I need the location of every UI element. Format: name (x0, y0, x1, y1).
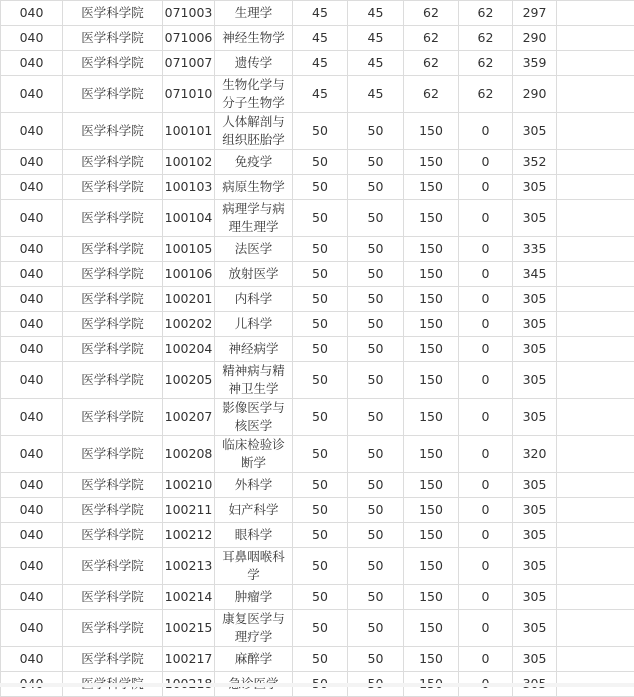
subject1-score-cell: 150 (404, 287, 459, 312)
politics-score-cell: 50 (293, 610, 348, 647)
subject1-score-cell: 150 (404, 337, 459, 362)
score-table-body (1, 1, 634, 697)
table-row (1, 436, 634, 473)
unit-code-cell: 040 (1, 287, 63, 312)
table-row (1, 287, 634, 312)
unit-name-cell: 医学科学院 (63, 647, 163, 672)
major-code-cell: 071007 (163, 51, 215, 76)
major-name-cell: 内科学 (215, 287, 293, 312)
unit-name-cell: 医学科学院 (63, 585, 163, 610)
unit-code-cell: 040 (1, 362, 63, 399)
total-score-cell: 305 (513, 113, 557, 150)
empty-cell (557, 436, 634, 473)
subject2-score-cell: 0 (459, 337, 513, 362)
subject1-score-cell: 150 (404, 237, 459, 262)
table-row (1, 200, 634, 237)
major-code-cell: 100207 (163, 399, 215, 436)
table-row (1, 26, 634, 51)
foreign-language-score-cell: 50 (348, 312, 404, 337)
politics-score-cell: 50 (293, 337, 348, 362)
empty-cell (557, 113, 634, 150)
unit-code-cell: 040 (1, 610, 63, 647)
foreign-language-score-cell: 45 (348, 1, 404, 26)
unit-name-cell: 医学科学院 (63, 436, 163, 473)
major-code-cell: 071006 (163, 26, 215, 51)
major-name-cell: 儿科学 (215, 312, 293, 337)
politics-score-cell: 45 (293, 26, 348, 51)
foreign-language-score-cell: 50 (348, 498, 404, 523)
politics-score-cell: 50 (293, 150, 348, 175)
foreign-language-score-cell: 50 (348, 287, 404, 312)
total-score-cell: 352 (513, 150, 557, 175)
empty-cell (557, 200, 634, 237)
empty-cell (557, 312, 634, 337)
total-score-cell: 359 (513, 51, 557, 76)
unit-code-cell: 040 (1, 436, 63, 473)
total-score-cell: 305 (513, 337, 557, 362)
empty-cell (557, 175, 634, 200)
subject2-score-cell: 0 (459, 585, 513, 610)
major-code-cell: 100215 (163, 610, 215, 647)
major-code-cell: 100105 (163, 237, 215, 262)
unit-name-cell: 医学科学院 (63, 523, 163, 548)
table-row (1, 473, 634, 498)
total-score-cell: 305 (513, 498, 557, 523)
politics-score-cell: 45 (293, 1, 348, 26)
foreign-language-score-cell: 50 (348, 548, 404, 585)
politics-score-cell: 50 (293, 312, 348, 337)
empty-cell (557, 523, 634, 548)
unit-name-cell: 医学科学院 (63, 287, 163, 312)
total-score-cell: 305 (513, 287, 557, 312)
major-name-cell: 外科学 (215, 473, 293, 498)
major-name-cell: 临床检验诊断学 (215, 436, 293, 473)
foreign-language-score-cell: 50 (348, 362, 404, 399)
subject1-score-cell: 150 (404, 523, 459, 548)
unit-code-cell: 040 (1, 312, 63, 337)
subject1-score-cell: 150 (404, 473, 459, 498)
major-code-cell: 100103 (163, 175, 215, 200)
major-code-cell: 100208 (163, 436, 215, 473)
subject2-score-cell: 0 (459, 647, 513, 672)
empty-cell (557, 362, 634, 399)
empty-cell (557, 647, 634, 672)
total-score-cell: 305 (513, 362, 557, 399)
unit-code-cell: 040 (1, 523, 63, 548)
unit-name-cell: 医学科学院 (63, 337, 163, 362)
unit-name-cell: 医学科学院 (63, 498, 163, 523)
politics-score-cell: 50 (293, 473, 348, 498)
total-score-cell: 305 (513, 175, 557, 200)
unit-name-cell: 医学科学院 (63, 237, 163, 262)
politics-score-cell: 50 (293, 548, 348, 585)
major-code-cell: 071003 (163, 1, 215, 26)
table-row (1, 76, 634, 113)
subject1-score-cell: 150 (404, 585, 459, 610)
unit-code-cell: 040 (1, 175, 63, 200)
major-name-cell: 康复医学与理疗学 (215, 610, 293, 647)
unit-name-cell: 医学科学院 (63, 262, 163, 287)
empty-cell (557, 26, 634, 51)
major-name-cell: 免疫学 (215, 150, 293, 175)
subject2-score-cell: 62 (459, 51, 513, 76)
empty-cell (557, 237, 634, 262)
major-name-cell: 神经生物学 (215, 26, 293, 51)
major-code-cell: 100104 (163, 200, 215, 237)
major-name-cell: 神经病学 (215, 337, 293, 362)
subject2-score-cell: 0 (459, 362, 513, 399)
total-score-cell: 305 (513, 200, 557, 237)
unit-name-cell: 医学科学院 (63, 399, 163, 436)
major-code-cell: 100102 (163, 150, 215, 175)
foreign-language-score-cell: 50 (348, 585, 404, 610)
table-row (1, 647, 634, 672)
foreign-language-score-cell: 45 (348, 51, 404, 76)
major-code-cell: 100217 (163, 647, 215, 672)
unit-name-cell: 医学科学院 (63, 175, 163, 200)
subject1-score-cell: 62 (404, 76, 459, 113)
table-row (1, 113, 634, 150)
unit-code-cell: 040 (1, 498, 63, 523)
subject2-score-cell: 62 (459, 1, 513, 26)
unit-name-cell: 医学科学院 (63, 26, 163, 51)
major-name-cell: 生理学 (215, 1, 293, 26)
empty-cell (557, 150, 634, 175)
subject1-score-cell: 150 (404, 647, 459, 672)
politics-score-cell: 50 (293, 175, 348, 200)
total-score-cell: 305 (513, 312, 557, 337)
total-score-cell: 335 (513, 237, 557, 262)
foreign-language-score-cell: 50 (348, 473, 404, 498)
total-score-cell: 320 (513, 436, 557, 473)
unit-name-cell: 医学科学院 (63, 150, 163, 175)
subject1-score-cell: 150 (404, 312, 459, 337)
subject1-score-cell: 150 (404, 200, 459, 237)
major-code-cell: 100202 (163, 312, 215, 337)
unit-name-cell: 医学科学院 (63, 473, 163, 498)
empty-cell (557, 1, 634, 26)
major-name-cell: 眼科学 (215, 523, 293, 548)
empty-cell (557, 51, 634, 76)
unit-code-cell: 040 (1, 26, 63, 51)
major-code-cell: 071010 (163, 76, 215, 113)
total-score-cell: 297 (513, 1, 557, 26)
politics-score-cell: 45 (293, 76, 348, 113)
politics-score-cell: 45 (293, 51, 348, 76)
subject1-score-cell: 150 (404, 399, 459, 436)
unit-code-cell: 040 (1, 262, 63, 287)
subject1-score-cell: 150 (404, 262, 459, 287)
subject2-score-cell: 0 (459, 548, 513, 585)
table-row (1, 150, 634, 175)
table-row (1, 523, 634, 548)
major-name-cell: 耳鼻咽喉科学 (215, 548, 293, 585)
major-code-cell: 100213 (163, 548, 215, 585)
subject1-score-cell: 62 (404, 51, 459, 76)
major-name-cell: 生物化学与分子生物学 (215, 76, 293, 113)
foreign-language-score-cell: 45 (348, 26, 404, 51)
foreign-language-score-cell: 50 (348, 113, 404, 150)
major-code-cell: 100214 (163, 585, 215, 610)
major-name-cell: 放射医学 (215, 262, 293, 287)
total-score-cell: 305 (513, 585, 557, 610)
major-name-cell: 法医学 (215, 237, 293, 262)
foreign-language-score-cell: 50 (348, 436, 404, 473)
unit-code-cell: 040 (1, 150, 63, 175)
table-row (1, 312, 634, 337)
subject1-score-cell: 150 (404, 498, 459, 523)
table-row (1, 175, 634, 200)
total-score-cell: 305 (513, 610, 557, 647)
politics-score-cell: 50 (293, 585, 348, 610)
subject2-score-cell: 0 (459, 287, 513, 312)
unit-code-cell: 040 (1, 1, 63, 26)
subject2-score-cell: 0 (459, 498, 513, 523)
subject1-score-cell: 150 (404, 113, 459, 150)
total-score-cell: 290 (513, 76, 557, 113)
subject2-score-cell: 62 (459, 76, 513, 113)
politics-score-cell: 50 (293, 113, 348, 150)
unit-code-cell: 040 (1, 337, 63, 362)
subject2-score-cell: 0 (459, 150, 513, 175)
subject1-score-cell: 150 (404, 150, 459, 175)
major-code-cell: 100201 (163, 287, 215, 312)
major-name-cell: 遗传学 (215, 51, 293, 76)
table-row (1, 337, 634, 362)
subject1-score-cell: 150 (404, 175, 459, 200)
foreign-language-score-cell: 50 (348, 150, 404, 175)
unit-code-cell: 040 (1, 51, 63, 76)
unit-name-cell: 医学科学院 (63, 362, 163, 399)
empty-cell (557, 610, 634, 647)
unit-name-cell: 医学科学院 (63, 312, 163, 337)
foreign-language-score-cell: 50 (348, 523, 404, 548)
page-bottom-edge (0, 683, 634, 687)
table-row (1, 498, 634, 523)
table-row (1, 362, 634, 399)
foreign-language-score-cell: 50 (348, 337, 404, 362)
major-name-cell: 妇产科学 (215, 498, 293, 523)
subject2-score-cell: 0 (459, 312, 513, 337)
foreign-language-score-cell: 50 (348, 200, 404, 237)
subject2-score-cell: 0 (459, 399, 513, 436)
major-code-cell: 100101 (163, 113, 215, 150)
total-score-cell: 345 (513, 262, 557, 287)
subject2-score-cell: 0 (459, 473, 513, 498)
unit-code-cell: 040 (1, 473, 63, 498)
foreign-language-score-cell: 45 (348, 76, 404, 113)
subject1-score-cell: 150 (404, 548, 459, 585)
empty-cell (557, 473, 634, 498)
major-code-cell: 100211 (163, 498, 215, 523)
major-name-cell: 精神病与精神卫生学 (215, 362, 293, 399)
unit-code-cell: 040 (1, 113, 63, 150)
table-row (1, 399, 634, 436)
empty-cell (557, 399, 634, 436)
empty-cell (557, 76, 634, 113)
major-code-cell: 100205 (163, 362, 215, 399)
politics-score-cell: 50 (293, 200, 348, 237)
total-score-cell: 305 (513, 399, 557, 436)
unit-code-cell: 040 (1, 399, 63, 436)
politics-score-cell: 50 (293, 262, 348, 287)
empty-cell (557, 262, 634, 287)
empty-cell (557, 287, 634, 312)
unit-name-cell: 医学科学院 (63, 113, 163, 150)
foreign-language-score-cell: 50 (348, 262, 404, 287)
politics-score-cell: 50 (293, 399, 348, 436)
total-score-cell: 305 (513, 473, 557, 498)
major-name-cell: 麻醉学 (215, 647, 293, 672)
table-row (1, 262, 634, 287)
politics-score-cell: 50 (293, 436, 348, 473)
unit-code-cell: 040 (1, 200, 63, 237)
unit-code-cell: 040 (1, 548, 63, 585)
unit-name-cell: 医学科学院 (63, 76, 163, 113)
unit-code-cell: 040 (1, 585, 63, 610)
unit-name-cell: 医学科学院 (63, 548, 163, 585)
subject2-score-cell: 62 (459, 26, 513, 51)
table-row (1, 548, 634, 585)
major-code-cell: 100210 (163, 473, 215, 498)
foreign-language-score-cell: 50 (348, 610, 404, 647)
foreign-language-score-cell: 50 (348, 237, 404, 262)
major-name-cell: 影像医学与核医学 (215, 399, 293, 436)
politics-score-cell: 50 (293, 523, 348, 548)
table-row (1, 51, 634, 76)
politics-score-cell: 50 (293, 362, 348, 399)
unit-code-cell: 040 (1, 647, 63, 672)
major-name-cell: 肿瘤学 (215, 585, 293, 610)
empty-cell (557, 498, 634, 523)
empty-cell (557, 337, 634, 362)
politics-score-cell: 50 (293, 287, 348, 312)
unit-name-cell: 医学科学院 (63, 200, 163, 237)
unit-name-cell: 医学科学院 (63, 51, 163, 76)
subject2-score-cell: 0 (459, 200, 513, 237)
major-name-cell: 人体解剖与组织胚胎学 (215, 113, 293, 150)
major-code-cell: 100212 (163, 523, 215, 548)
total-score-cell: 305 (513, 523, 557, 548)
subject2-score-cell: 0 (459, 262, 513, 287)
foreign-language-score-cell: 50 (348, 399, 404, 436)
unit-code-cell: 040 (1, 237, 63, 262)
politics-score-cell: 50 (293, 498, 348, 523)
foreign-language-score-cell: 50 (348, 647, 404, 672)
subject1-score-cell: 62 (404, 26, 459, 51)
subject1-score-cell: 62 (404, 1, 459, 26)
unit-name-cell: 医学科学院 (63, 610, 163, 647)
foreign-language-score-cell: 50 (348, 175, 404, 200)
subject2-score-cell: 0 (459, 610, 513, 647)
subject2-score-cell: 0 (459, 113, 513, 150)
major-code-cell: 100106 (163, 262, 215, 287)
major-code-cell: 100204 (163, 337, 215, 362)
subject1-score-cell: 150 (404, 362, 459, 399)
table-row (1, 585, 634, 610)
subject2-score-cell: 0 (459, 175, 513, 200)
subject2-score-cell: 0 (459, 523, 513, 548)
subject1-score-cell: 150 (404, 610, 459, 647)
total-score-cell: 305 (513, 548, 557, 585)
subject2-score-cell: 0 (459, 436, 513, 473)
politics-score-cell: 50 (293, 647, 348, 672)
table-row (1, 237, 634, 262)
unit-code-cell: 040 (1, 76, 63, 113)
major-name-cell: 病原生物学 (215, 175, 293, 200)
empty-cell (557, 585, 634, 610)
table-row (1, 1, 634, 26)
empty-cell (557, 548, 634, 585)
major-name-cell: 病理学与病理生理学 (215, 200, 293, 237)
total-score-cell: 290 (513, 26, 557, 51)
politics-score-cell: 50 (293, 237, 348, 262)
subject1-score-cell: 150 (404, 436, 459, 473)
unit-name-cell: 医学科学院 (63, 1, 163, 26)
table-row (1, 610, 634, 647)
total-score-cell: 305 (513, 647, 557, 672)
subject2-score-cell: 0 (459, 237, 513, 262)
